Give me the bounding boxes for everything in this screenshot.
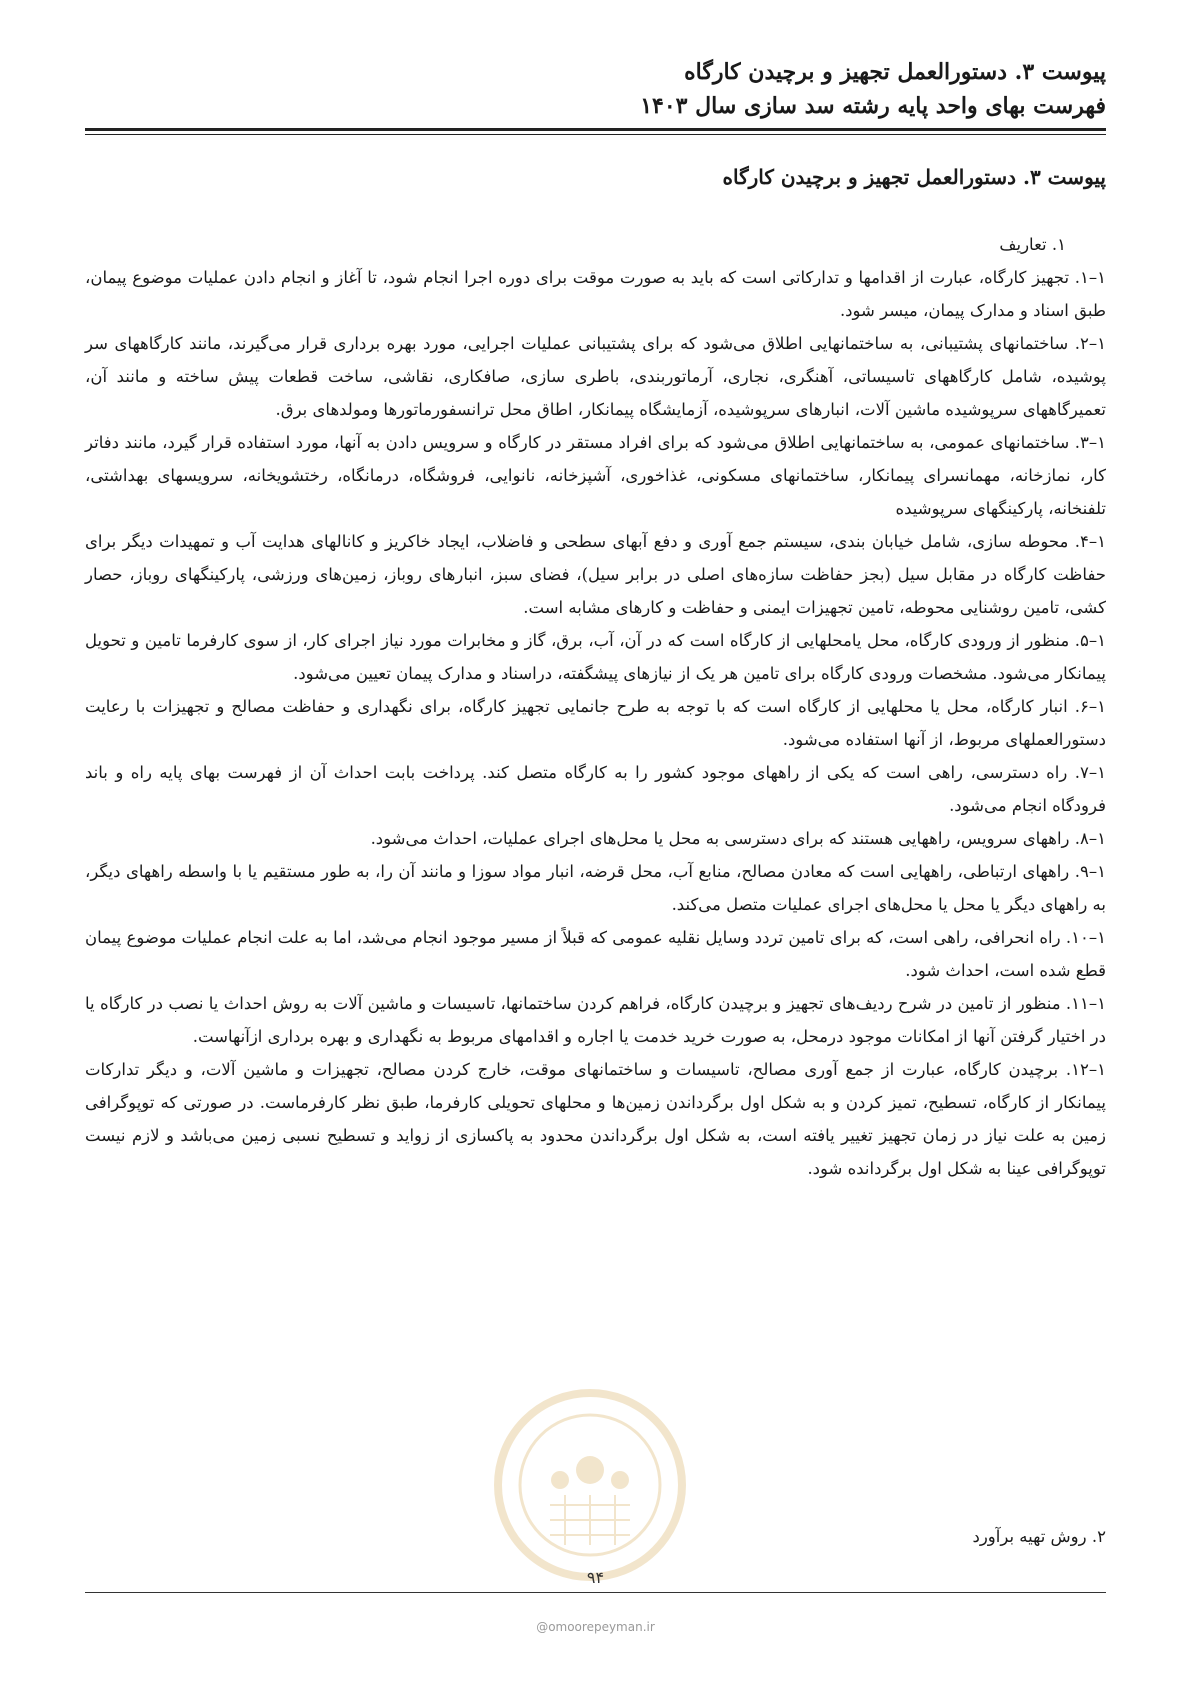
header-line-2: فهرست بهای واحد پایه رشته سد سازی سال ۱۴۰۳ [640,93,1106,119]
header-rule-thin [85,134,1106,135]
section-1-heading: ۱. تعاریف [999,235,1066,254]
paragraph-1-2: ۱–۲. ساختمانهای پشتیبانی، به ساختمانهایی اطلاق می‌شود که برای پشتیبانی عملیات اجرایی، مورد بهره برداری قرار می‌گیرند، مانند کارگاههای سر پوشیده، شامل کارگاههای تاسیساتی، آهنگری، نجاری، آرماتوربندی، باطری سازی، صافکاری، نقاشی، ساخت قطعات پیش ساخته و مانند آن، تعمیرگاههای سرپوشیده ماشین آلات، انبارهای سرپوشیده، آزمایشگاه پیمانکار، اطاق محل ترانسفورماتورها ومولدهای برق. [85,334,1106,419]
paragraph-1-6: ۱–۶. انبار کارگاه، محل یا محلهایی از کارگاه است که با توجه به طرح جانمایی تجهیز کارگاه، برای نگهداری و حفاظت مصالح و تجهیزات با رعایت دستورالعملهای مربوط، از آنها استفاده می‌شود. [85,697,1106,749]
paragraph-1-11: ۱–۱۱. منظور از تامین در شرح ردیف‌های تجهیز و برچیدن کارگاه، فراهم کردن ساختمانها، تاسیسات و ماشین آلات به روش احداث یا نصب در کارگاه یا در اختیار گرفتن آنها از امکانات موجود درمحل، به صورت خرید خدمت یا اجاره و اقدامهای مربوط به نگهداری و بهره برداری ازآنهاست. [85,994,1106,1046]
paragraph-1-7: ۱–۷. راه دسترسی، راهی است که یکی از راههای موجود کشور را به کارگاه متصل کند. پرداخت بابت احداث آن از فهرست بهای پایه راه و باند فرودگاه انجام می‌شود. [85,763,1106,815]
section-2-heading: ۲. روش تهیه برآورد [972,1527,1106,1546]
header-line-1: پیوست ۳. دستورالعمل تجهیز و برچیدن کارگاه [684,59,1106,85]
page-number: ۹۴ [586,1568,605,1587]
website-watermark[interactable]: @omoorepeyman.ir [536,1620,655,1634]
paragraph-1-8: ۱–۸. راههای سرویس، راههایی هستند که برای دسترسی به محل یا محل‌های اجرای عملیات، احداث می‌شود. [370,829,1106,848]
paragraph-1-3: ۱–۳. ساختمانهای عمومی، به ساختمانهایی اطلاق می‌شود که برای افراد مستقر در کارگاه و سرویس دادن به آنها، مورد استفاده قرار گیرد، مانند دفاتر کار، نمازخانه، مهمانسرای پیمانکار، ساختمانهای مسکونی، غذاخوری، آشپزخانه، نانوایی، فروشگاه، درمانگاه، رختشویخانه، سرویسهای بهداشتی، تلفنخانه، پارکینگهای سرپوشیده [85,433,1106,518]
document-title: پیوست ۳. دستورالعمل تجهیز و برچیدن کارگاه [722,165,1106,189]
footer-rule [85,1592,1106,1593]
header-rule-thick [85,128,1106,131]
paragraph-1-4: ۱–۴. محوطه سازی، شامل خیابان بندی، سیستم جمع آوری و دفع آبهای سطحی و فاضلاب، ایجاد خاکریز و کانالهای هدایت آب و تمهیدات دیگر برای حفاظت کارگاه در مقابل سیل (بجز حفاظت سازه‌های اصلی در برابر سیل)، فضای سبز، انبارهای روباز، زمین‌های ورزشی، پارکینگهای روباز، حصار کشی، تامین روشنایی محوطه، تامین تجهیزات ایمنی و حفاظت و کارهای مشابه است. [85,532,1106,617]
section-1 [85,228,1106,1185]
paragraph-1-1: ۱–۱. تجهیز کارگاه، عبارت از اقدامها و تدارکاتی است که باید به صورت موقت برای دوره اجرا انجام شود، تا آغاز و انجام دادن عملیات موضوع پیمان، طبق اسناد و مدارک پیمان، میسر شود. [85,268,1106,320]
paragraph-1-10: ۱–۱۰. راه انحرافی، راهی است، که برای تامین تردد وسایل نقلیه عمومی که قبلاً از مسیر موجود انجام می‌شد، اما به علت انجام عملیات موضوع پیمان قطع شده است، احداث شود. [85,928,1106,980]
paragraph-1-9: ۱–۹. راههای ارتباطی، راههایی است که معادن مصالح، منابع آب، محل قرضه، انبار مواد سوزا و مانند آن را، به طور مستقیم یا با واسطه راههای دیگر، به راههای دیگر یا محل یا محل‌های اجرای عملیات متصل می‌کند. [85,862,1106,914]
page-header [85,55,1106,123]
watermark-seal-icon [490,1385,690,1585]
paragraph-1-5: ۱–۵. منظور از ورودی کارگاه، محل یامحلهایی از کارگاه است که در آن، آب، برق، گاز و مخابرات مورد نیاز اجرای کار، از سوی کارفرما تامین و تحویل پیمانکار می‌شود. مشخصات ورودی کارگاه برای تامین هر یک از نیازهای پیشگفته، دراسناد و مدارک پیمان تعیین می‌شود. [85,631,1106,683]
paragraph-1-12: ۱–۱۲. برچیدن کارگاه، عبارت از جمع آوری مصالح، تاسیسات و ساختمانهای موقت، خارج کردن مصالح، تجهیزات و ماشین آلات، و دیگر تدارکات پیمانکار از کارگاه، تسطیح، تمیز کردن و به شکل اول برگرداندن زمین‌ها و محلهای تحویلی کارفرما، طبق نظر کارفرماست. در صورتی که توپوگرافی زمین به علت نیاز در زمان تجهیز تغییر یافته است، به شکل اول برگرداندن محدود به پاکسازی از زواید و تسطیح نسبی زمین می‌باشد و لازم نیست توپوگرافی عینا به شکل اول برگردانده شود. [85,1060,1106,1178]
